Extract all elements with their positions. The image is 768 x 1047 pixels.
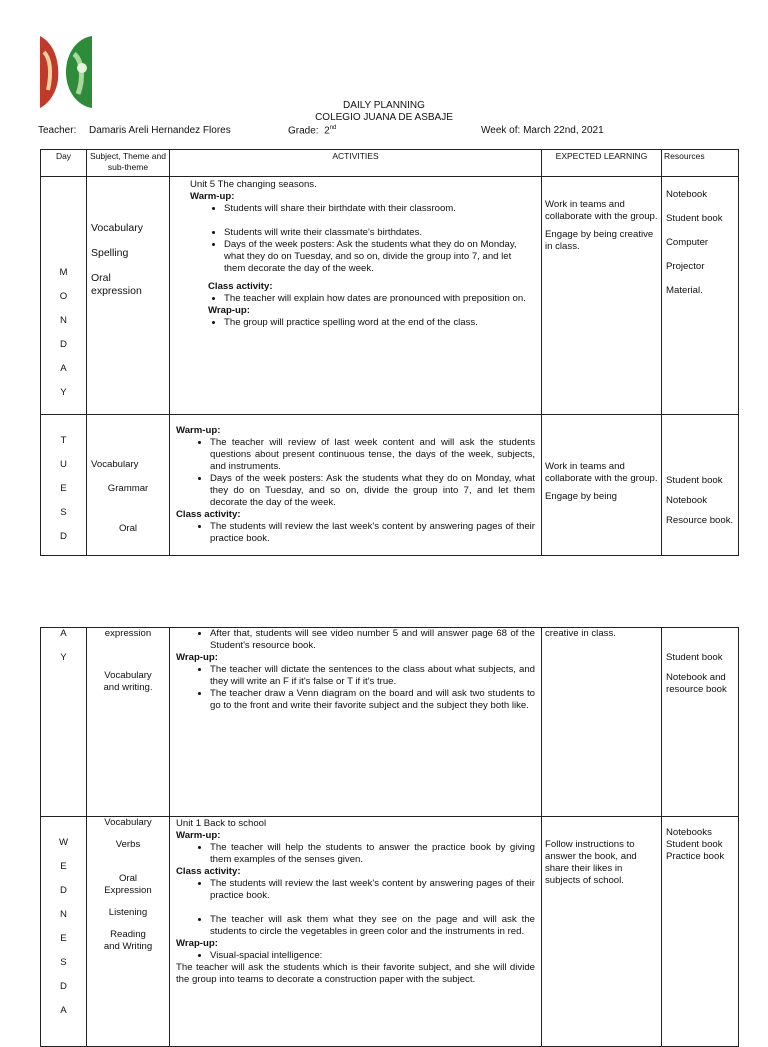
wednesday-activities: Unit 1 Back to school Warm-up: • The teacher will help the students to answer the practice book by giving them examples of the senses given. Class activity: • The students will review the last week's content by answering pages of their practice book. • The teacher will ask them what they see on the page and will ask the students to circle the vegetables in green color and the instruments in red. Wrap-up: • Visual-spacial intelligence: The teacher will ask the students which is their favorite subject, and she will divide the group into teams to decorate a construction paper with the subject.: [170, 817, 542, 1047]
tuesday-row: [41, 415, 739, 556]
tuesday-cont-activities: • After that, students will see video number 5 and will answer page 68 of the Student's resource book. Wrap-up: • The teacher will dictate the sentences to the class about what subjects, and they will write an F if it's false or T if it's true. • The teacher draw a Venn diagram on the board and will ask two students to go to the front and write their favorite subject and the subject they both like.: [170, 628, 542, 817]
tuesday-expected: Work in teams and collaborate with the group. Engage by being: [542, 415, 662, 556]
document-title: DAILY PLANNING: [343, 100, 425, 111]
teacher-label: Teacher:: [38, 125, 77, 136]
monday-activities: Unit 5 The changing seasons. Warm-up: • Students will share their birthdate with their classroom. • Students will write their classmate's birthdates. • Days of the week posters: Ask the students what they do on Monday, what they do on Tuesday, and so on, divide the group into 7, and let them decorate the day of the week. Class activity: • The teacher will explain how dates are pronounced with preposition on. Wrap-up: • The group will practice spelling word at the end of the class.: [170, 177, 542, 415]
tuesday-cont-expected: creative in class.: [542, 628, 662, 817]
day-monday: M O N D A Y: [41, 177, 87, 415]
col-expected: EXPECTED LEARNING: [542, 150, 662, 177]
wednesday-resources: Notebooks Student book Practice book: [662, 817, 739, 1047]
tuesday-cont-row: [41, 628, 739, 817]
monday-row: [41, 177, 739, 415]
day-wednesday: W E D N E S D A: [41, 817, 87, 1047]
col-subject: Subject, Theme and sub-theme: [87, 150, 170, 177]
tuesday-resources: Student book Notebook Resource book.: [662, 415, 739, 556]
wednesday-expected: Follow instructions to answer the book, and share their likes in subjects of school.: [542, 817, 662, 1047]
tuesday-activities: Warm-up: • The teacher will review of last week content and will ask the students questions about present continuous tense, the days of the week, subjects, and instruments. • Days of the week posters: Ask the students what they do on Monday, what they do on Tuesday, and so on, divide the group into 7, and let them decorate the day of the week. Class activity: • The students will review the last week's content by answering pages of their practice book.: [170, 415, 542, 556]
wednesday-subjects: Vocabulary Verbs Oral Expression Listening Reading and Writing: [87, 817, 170, 1047]
tuesday-subjects: Vocabulary Grammar Oral: [87, 415, 170, 556]
monday-resources: Notebook Student book Computer Projector Material.: [662, 177, 739, 415]
planning-table-page-2: [40, 627, 739, 1047]
monday-expected: Work in teams and collaborate with the group. Engage by being creative in class.: [542, 177, 662, 415]
school-name: COLEGIO JUANA DE ASBAJE: [315, 112, 453, 123]
week-field: Week of: March 22nd, 2021: [481, 125, 604, 136]
tuesday-cont-resources: Student book Notebook and resource book: [662, 628, 739, 817]
col-day: Day: [41, 150, 87, 177]
tuesday-cont-subjects: expression Vocabulary and writing.: [87, 628, 170, 817]
teacher-name: Damaris Areli Hernandez Flores: [89, 125, 231, 136]
wednesday-row: [41, 817, 739, 1047]
planning-table-page-1: [40, 149, 739, 556]
col-activities: ACTIVITIES: [170, 150, 542, 177]
grade-field: Grade: 2nd: [288, 125, 337, 137]
school-logo: [38, 32, 94, 110]
day-tuesday: T U E S D: [41, 415, 87, 556]
day-tuesday-cont: A Y: [41, 628, 87, 817]
monday-subjects: Vocabulary Spelling Oral expression: [87, 177, 170, 415]
col-resources: Resources: [662, 150, 739, 177]
